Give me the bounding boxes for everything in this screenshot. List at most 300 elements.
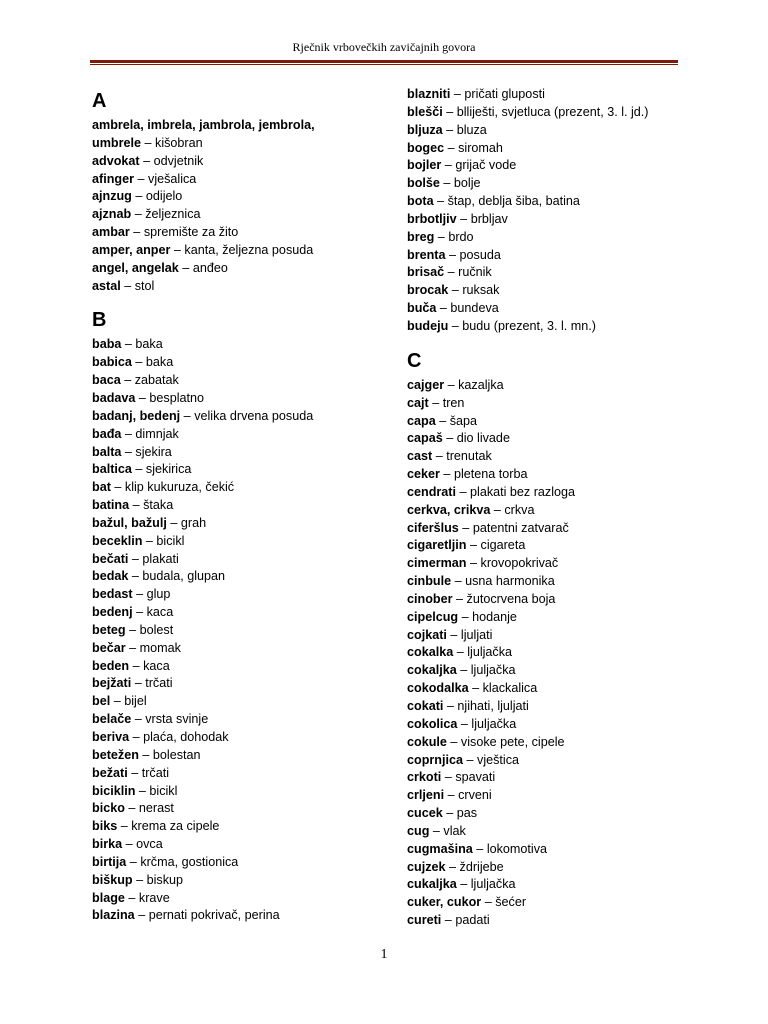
entry-term: cujzek xyxy=(407,859,446,874)
entry-term: cast xyxy=(407,449,433,464)
dictionary-entry xyxy=(407,300,707,318)
entry-separator: – xyxy=(439,176,454,191)
entry-definition: žutocrvena boja xyxy=(466,591,556,606)
entry-definition: visoke pete, cipele xyxy=(460,734,565,749)
entry-separator: – xyxy=(445,247,460,262)
entry-separator: – xyxy=(180,408,195,423)
entry-separator: – xyxy=(442,122,457,137)
entry-term: cokolica xyxy=(407,716,458,731)
entry-definition: cigareta xyxy=(480,538,526,553)
entry-separator: – xyxy=(128,569,143,584)
entry-definition: siromah xyxy=(458,140,503,155)
entry-separator: – xyxy=(132,872,147,887)
section-letter: B xyxy=(92,309,107,332)
entry-term: cokodalka xyxy=(407,681,469,696)
entry-separator: – xyxy=(456,663,471,678)
dictionary-entry xyxy=(92,872,392,890)
entry-term: angel, angelak xyxy=(92,260,179,275)
entry-definition: posuda xyxy=(459,247,501,262)
entry-term: umbrele xyxy=(92,135,141,150)
dictionary-entry xyxy=(407,787,707,805)
entry-definition: trčati xyxy=(141,765,170,780)
dictionary-entry xyxy=(92,836,392,854)
entry-definition: ručnik xyxy=(458,265,492,280)
entry-term: beriva xyxy=(92,730,130,744)
entry-term: buča xyxy=(407,301,437,316)
entry-definition: patentni zatvarač xyxy=(472,520,569,535)
entry-definition: tren xyxy=(442,395,465,410)
entry-term: beden xyxy=(92,658,130,673)
dictionary-entry xyxy=(92,479,392,497)
entry-definition: blliješti, svjetluca (prezent, 3. l. jd.) xyxy=(456,104,649,119)
dictionary-entry xyxy=(407,448,707,466)
entry-definition: crkva xyxy=(504,502,535,517)
entry-term: afinger xyxy=(92,171,134,186)
entry-term: biks xyxy=(92,819,118,834)
entry-term: biškup xyxy=(92,872,133,887)
entry-term: birka xyxy=(92,837,123,852)
dictionary-entry xyxy=(407,680,707,698)
entry-term: bota xyxy=(407,194,434,209)
dictionary-entry xyxy=(92,729,392,747)
entry-definition: baka xyxy=(135,337,163,352)
dictionary-entry xyxy=(407,520,707,538)
entry-term: bojler xyxy=(407,158,442,173)
entry-term: beceklin xyxy=(92,533,143,548)
entry-separator: – xyxy=(110,480,125,495)
entry-definition: štaka xyxy=(143,498,174,513)
entry-separator: – xyxy=(126,854,141,869)
entry-definition: bolest xyxy=(139,622,174,637)
dictionary-entry xyxy=(407,859,707,877)
entry-definition: grijač vode xyxy=(455,158,517,173)
entry-definition: spavati xyxy=(455,770,496,785)
entry-separator: – xyxy=(441,770,456,785)
entry-term: advokat xyxy=(92,153,140,168)
dictionary-entry xyxy=(407,247,707,265)
entry-separator: – xyxy=(444,788,459,803)
entry-separator: – xyxy=(132,587,147,602)
dictionary-entry xyxy=(92,497,392,515)
entry-term: birtija xyxy=(92,854,127,869)
dictionary-entry xyxy=(407,175,707,193)
entry-definition: klackalica xyxy=(482,681,538,696)
entry-separator: – xyxy=(472,841,487,856)
entry-definition: dio livade xyxy=(456,431,510,446)
dictionary-entry xyxy=(92,117,392,135)
entry-separator: – xyxy=(117,819,132,834)
entry-separator: – xyxy=(463,752,478,767)
entry-separator: – xyxy=(128,551,143,566)
entry-term: cuker, cukor xyxy=(407,895,482,910)
entry-definition: odvjetnik xyxy=(153,153,204,168)
dictionary-entry xyxy=(92,711,392,729)
dictionary-entry xyxy=(92,693,392,711)
entry-definition: ljuljati xyxy=(460,627,493,642)
header-rule-thin xyxy=(90,64,678,65)
entry-definition: pernati pokrivač, perina xyxy=(148,908,280,923)
entry-separator: – xyxy=(490,502,505,517)
dictionary-entry xyxy=(92,135,392,153)
entry-definition: hodanje xyxy=(472,609,517,624)
entry-separator: – xyxy=(456,877,471,892)
entry-definition: pas xyxy=(456,806,478,821)
entry-term: bel xyxy=(92,694,111,709)
running-header: Rječnik vrbovečkih zavičajnih govora xyxy=(292,40,476,54)
entry-definition: trčati xyxy=(145,676,173,691)
entry-term: cajger xyxy=(407,377,445,392)
entry-term: bažul, bažulj xyxy=(92,515,167,530)
dictionary-entry xyxy=(92,354,392,372)
entry-definition: stol xyxy=(134,278,155,293)
entry-definition: velika drvena posuda xyxy=(194,408,314,423)
entry-definition: plakati bez razloga xyxy=(470,484,576,499)
entry-term: batina xyxy=(92,498,130,513)
dictionary-entry xyxy=(407,122,707,140)
entry-separator: – xyxy=(121,426,136,441)
entry-separator: – xyxy=(444,140,459,155)
dictionary-entry xyxy=(92,242,392,260)
entry-separator: – xyxy=(446,734,461,749)
dictionary-entry xyxy=(92,551,392,569)
entry-term: cerkva, crikva xyxy=(407,502,491,517)
entry-separator: – xyxy=(441,913,456,928)
entry-definition: glup xyxy=(146,587,171,602)
entry-definition: bicikl xyxy=(156,533,185,548)
entry-term: ambar xyxy=(92,225,130,240)
entry-term: crljeni xyxy=(407,788,445,803)
entry-term: cugmašina xyxy=(407,841,473,856)
entry-term: belače xyxy=(92,712,132,727)
dictionary-entry xyxy=(407,698,707,716)
entry-term: bolše xyxy=(407,176,440,191)
entry-term: badava xyxy=(92,390,136,405)
entry-separator: – xyxy=(131,712,146,727)
entry-term: ceker xyxy=(407,467,440,482)
dictionary-entry xyxy=(92,622,392,640)
entry-definition: vlak xyxy=(443,823,466,838)
entry-definition: trenutak xyxy=(446,449,492,464)
dictionary-entry xyxy=(407,752,707,770)
entry-definition: ljuljačka xyxy=(470,877,516,892)
entry-separator: – xyxy=(120,278,135,293)
entry-term: baltica xyxy=(92,462,132,477)
entry-separator: – xyxy=(131,355,146,370)
entry-separator: – xyxy=(442,104,457,119)
entry-separator: – xyxy=(121,337,136,352)
entry-definition: biskup xyxy=(146,872,184,887)
dictionary-entry xyxy=(407,229,707,247)
section-letter: A xyxy=(92,90,107,112)
dictionary-entry xyxy=(407,86,707,104)
entry-separator: – xyxy=(129,730,144,744)
entry-separator: – xyxy=(131,462,146,477)
dictionary-entry xyxy=(407,841,707,859)
dictionary-entry xyxy=(407,716,707,734)
entry-definition: krovopokrivač xyxy=(480,556,559,571)
entry-definition: ljuljačka xyxy=(471,716,517,731)
entry-separator: – xyxy=(450,87,465,101)
dictionary-entry xyxy=(92,188,392,206)
entry-definition: budu (prezent, 3. l. mn.) xyxy=(462,318,596,333)
entry-term: baca xyxy=(92,373,121,388)
dictionary-entry xyxy=(407,413,707,431)
header-rule xyxy=(90,60,678,63)
dictionary-entry xyxy=(407,318,707,336)
entry-separator: – xyxy=(458,520,473,535)
entry-term: brenta xyxy=(407,247,446,262)
entry-term: bogec xyxy=(407,140,445,155)
entry-term: cinbule xyxy=(407,574,452,589)
entry-definition: pletena torba xyxy=(453,467,528,482)
entry-definition: bluza xyxy=(456,122,487,137)
dictionary-entry xyxy=(407,662,707,680)
entry-separator: – xyxy=(441,158,456,173)
entry-definition: željeznica xyxy=(145,207,201,222)
entry-separator: – xyxy=(442,806,457,821)
entry-definition: padati xyxy=(455,913,490,928)
entry-definition: bicikl xyxy=(149,783,178,798)
dictionary-entry xyxy=(407,484,707,502)
entry-separator: – xyxy=(129,498,144,513)
entry-separator: – xyxy=(458,609,473,624)
entry-term: cokalka xyxy=(407,645,454,660)
entry-term: betežen xyxy=(92,747,139,762)
entry-term: biciklin xyxy=(92,783,136,798)
entry-term: cendrati xyxy=(407,484,456,499)
entry-separator: – xyxy=(178,260,193,275)
entry-term: cucek xyxy=(407,806,443,821)
dictionary-entry xyxy=(92,206,392,224)
entry-term: coprnjica xyxy=(407,752,463,767)
entry-definition: vješalica xyxy=(148,171,197,186)
dictionary-entry xyxy=(92,372,392,390)
entry-term: budeju xyxy=(407,318,449,333)
dictionary-entry xyxy=(92,278,392,296)
dictionary-entry xyxy=(407,395,707,413)
entry-term: cojkati xyxy=(407,627,447,642)
entry-separator: – xyxy=(135,390,150,405)
entry-definition: šapa xyxy=(449,413,478,428)
section-letter: C xyxy=(407,349,422,372)
dictionary-entry xyxy=(92,336,392,354)
entry-separator: – xyxy=(170,242,185,257)
entry-definition: kazaljka xyxy=(458,377,504,392)
entry-separator: – xyxy=(134,908,149,923)
entry-definition: bundeva xyxy=(450,301,499,316)
dictionary-entry xyxy=(407,591,707,609)
entry-separator: – xyxy=(446,627,461,642)
dictionary-entry xyxy=(92,604,392,622)
dictionary-entry xyxy=(407,140,707,158)
entry-definition: sjekirica xyxy=(145,462,192,477)
entry-separator: – xyxy=(457,716,472,731)
dictionary-entry xyxy=(407,823,707,841)
dictionary-entry xyxy=(407,193,707,211)
entry-term: bicko xyxy=(92,801,125,816)
entry-term: cokaljka xyxy=(407,663,457,678)
dictionary-entry xyxy=(92,171,392,189)
dictionary-entry xyxy=(92,408,392,426)
entry-term: babica xyxy=(92,355,132,370)
entry-term: astal xyxy=(92,278,121,293)
entry-definition: dimnjak xyxy=(135,426,179,441)
entry-definition: ovca xyxy=(136,837,163,852)
dictionary-entry xyxy=(407,734,707,752)
entry-term: bedast xyxy=(92,587,133,602)
entry-term: blazina xyxy=(92,908,135,923)
entry-separator: – xyxy=(451,574,466,589)
entry-separator: – xyxy=(125,640,140,655)
entry-separator: – xyxy=(433,194,448,209)
entry-definition: ždrijebe xyxy=(459,859,504,874)
entry-definition: brdo xyxy=(448,229,474,244)
dictionary-entry xyxy=(92,783,392,801)
dictionary-entry xyxy=(92,426,392,444)
entry-term: bejžati xyxy=(92,676,132,691)
entry-separator: – xyxy=(428,395,443,410)
dictionary-entry xyxy=(407,894,707,912)
entry-separator: – xyxy=(131,676,146,691)
entry-definition: budala, glupan xyxy=(142,569,226,584)
entry-separator: – xyxy=(468,681,483,696)
section-gap xyxy=(92,295,392,305)
entry-term: bađa xyxy=(92,426,122,441)
entry-definition: vještica xyxy=(477,752,520,767)
entry-term: balta xyxy=(92,444,122,459)
entry-separator: – xyxy=(131,189,146,204)
dictionary-entry xyxy=(92,800,392,818)
dictionary-entry xyxy=(92,765,392,783)
entry-separator: – xyxy=(452,591,467,606)
entry-definition: ljuljačka xyxy=(470,663,516,678)
entry-definition: lokomotiva xyxy=(486,841,548,856)
entry-definition: crveni xyxy=(458,788,492,803)
dictionary-entry xyxy=(407,644,707,662)
dictionary-entry xyxy=(92,390,392,408)
entry-term: brbotljiv xyxy=(407,211,457,226)
entry-definition: odijelo xyxy=(145,189,183,204)
entry-definition: anđeo xyxy=(192,260,228,275)
dictionary-entry xyxy=(407,104,707,122)
entry-term: cigaretljin xyxy=(407,538,467,553)
dictionary-entry xyxy=(407,912,707,930)
entry-separator: – xyxy=(466,556,481,571)
entry-term: blešči xyxy=(407,104,443,119)
entry-definition: nerast xyxy=(138,801,174,816)
entry-separator: – xyxy=(453,645,468,660)
dictionary-entry xyxy=(92,640,392,658)
entry-term: cukaljka xyxy=(407,877,457,892)
dictionary-entry xyxy=(407,555,707,573)
dictionary-entry xyxy=(407,876,707,894)
entry-definition: šećer xyxy=(495,895,527,910)
entry-term: cokule xyxy=(407,734,447,749)
entry-definition: baka xyxy=(145,355,174,370)
entry-definition: kaca xyxy=(143,658,170,673)
dictionary-entry xyxy=(407,264,707,282)
entry-definition: ljuljačka xyxy=(467,645,513,660)
page-number: 1 xyxy=(380,947,388,962)
entry-term: bedak xyxy=(92,569,129,584)
entry-term: bežati xyxy=(92,765,128,780)
dictionary-entry xyxy=(407,537,707,555)
entry-definition: grah xyxy=(180,515,207,530)
entry-term: cinober xyxy=(407,591,453,606)
entry-definition: brbljav xyxy=(470,211,508,226)
entry-separator: – xyxy=(436,301,451,316)
entry-definition: vrsta svinje xyxy=(145,712,209,727)
entry-separator: – xyxy=(129,658,144,673)
left-column xyxy=(92,86,392,925)
entry-term: bat xyxy=(92,480,111,495)
entry-definition: krčma, gostionica xyxy=(140,854,239,869)
dictionary-entry xyxy=(407,573,707,591)
dictionary-entry xyxy=(407,282,707,300)
entry-separator: – xyxy=(432,449,447,464)
entry-separator: – xyxy=(134,171,149,186)
entry-separator: – xyxy=(444,265,459,280)
entry-term: capaš xyxy=(407,431,443,446)
entry-separator: – xyxy=(456,211,471,226)
dictionary-entry xyxy=(92,568,392,586)
entry-definition: krave xyxy=(138,890,170,905)
entry-definition: besplatno xyxy=(149,390,205,405)
dictionary-entry xyxy=(407,769,707,787)
entry-definition: njihati, ljuljati xyxy=(457,699,529,713)
entry-term: bljuza xyxy=(407,122,443,137)
entry-separator: – xyxy=(434,229,449,244)
entry-term: capa xyxy=(407,413,436,428)
entry-term: beteg xyxy=(92,622,126,637)
entry-separator: – xyxy=(122,837,137,852)
entry-separator: – xyxy=(439,467,454,482)
entry-definition: momak xyxy=(139,640,181,655)
entry-term: bečati xyxy=(92,551,129,566)
entry-term: cokati xyxy=(407,699,444,713)
entry-separator: – xyxy=(139,153,154,168)
entry-separator: – xyxy=(125,622,140,637)
entry-definition: usna harmonika xyxy=(465,574,555,589)
dictionary-entry xyxy=(92,153,392,171)
entry-separator: – xyxy=(445,859,460,874)
entry-separator: – xyxy=(110,694,125,709)
entry-term: breg xyxy=(407,229,435,244)
dictionary-entry xyxy=(407,609,707,627)
entry-separator: – xyxy=(135,783,150,798)
entry-definition: zabatak xyxy=(134,373,179,388)
entry-separator: – xyxy=(481,895,496,910)
entry-definition: plaća, dohodak xyxy=(143,730,229,744)
entry-definition: štap, deblja šiba, batina xyxy=(447,194,580,209)
entry-definition: bolestan xyxy=(152,747,201,762)
dictionary-entry xyxy=(92,260,392,278)
entry-separator: – xyxy=(429,823,444,838)
dictionary-entry xyxy=(92,854,392,872)
entry-term: amper, anper xyxy=(92,242,171,257)
entry-separator: – xyxy=(435,413,450,428)
dictionary-entry xyxy=(92,444,392,462)
entry-separator: – xyxy=(129,225,144,240)
entry-definition: bolje xyxy=(453,176,481,191)
entry-term: ajnzug xyxy=(92,189,132,204)
entry-separator: – xyxy=(124,890,139,905)
entry-term: cureti xyxy=(407,913,442,928)
entry-definition: ruksak xyxy=(462,283,500,298)
dictionary-entry xyxy=(92,890,392,908)
dictionary-entry xyxy=(92,586,392,604)
entry-separator: – xyxy=(120,373,135,388)
